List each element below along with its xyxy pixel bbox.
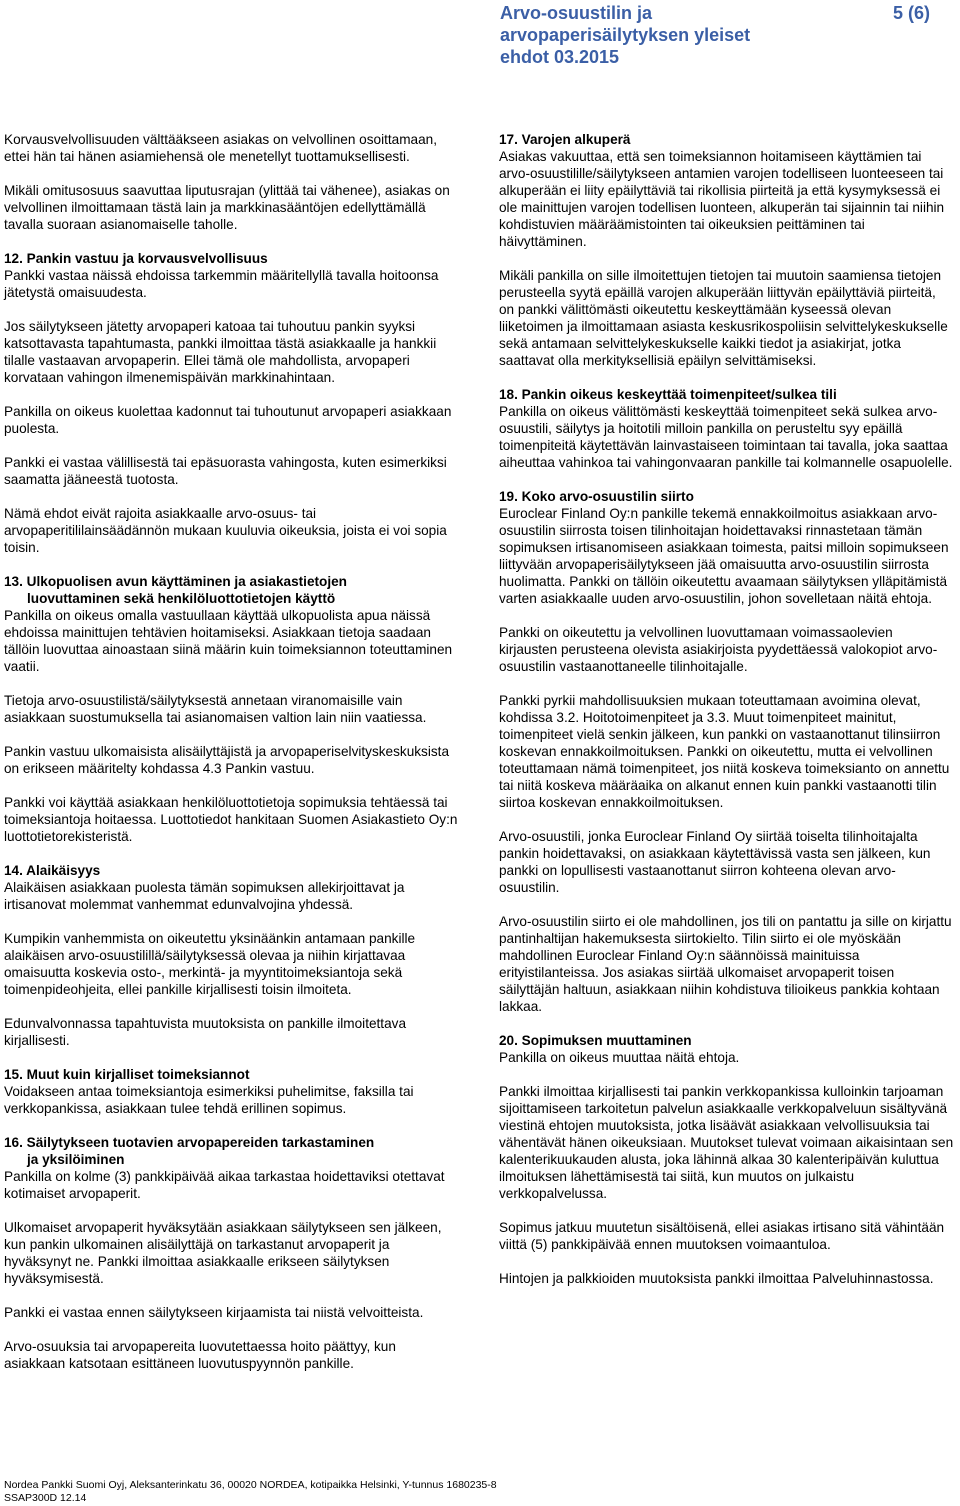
body-paragraph: Tietoja arvo-osuustilistä/säilytyksestä annetaan viranomaisille vain asiakkaan suostumuksella tai asianomaisen valtion lain niin vaatiessa. xyxy=(4,693,427,725)
body-paragraph: Nämä ehdot eivät rajoita asiakkaalle arvo-osuus- tai arvopaperitililainsäädännön mukaan kuuluvia oikeuksia, joista ei voi sopia toisin. xyxy=(4,506,447,555)
section-heading: 20. Sopimuksen muuttaminen xyxy=(499,1033,692,1048)
body-paragraph: Mikäli pankilla on sille ilmoitettujen tietojen tai muutoin saamiensa tietojen perusteella syytä epäillä varojen alkuperään liittyvän epäilyttäviä piirteitä, on pankki välittömästi oikeutettu keskeyttämään kyseessä olevan liiketoimen ja ilmoittamaan asiasta keskusrikospoliisin selvittelykeskukselle sekä antamaan selvittelykeskukselle kaikki tiedot ja asiakirjat, jotka saattavat olla merkityksellisiä epäilyn selvittämiseksi. xyxy=(499,268,948,368)
body-paragraph: Pankki pyrkii mahdollisuuksien mukaan toteuttamaan avoimina olevat, kohdissa 3.2. Hoitotoimenpiteet ja 3.3. Muut toimenpiteet mainitut, toimenpiteet vielä senkin jälkeen, kun pankki on vastaanottanut tilinsiirron koskevan ennakkoilmoituksen. Pankki on oikeutettu, mutta ei velvollinen toteuttamaan nämä toimenpiteet, jos niitä koskeva toimeksianto on annettu tai niitä koskeva määräaika on alkanut ennen kuin pankki vastaanotti tilin siirtoa koskevan ennakkoilmoituksen. xyxy=(499,693,950,810)
body-paragraph: Pankilla on oikeus välittömästi keskeyttää toimenpiteet sekä sulkea arvo-osuustili, säilytys ja hoitotili milloin pankilla on perusteltu syy epäillä toimenpiteitä käytettävän lainvastaiseen toimintaan tai tavalla, joka saattaa aiheuttaa vahinkoa tai vahingonvaaran pankille tai kolmannelle osapuolelle. xyxy=(499,404,953,470)
section-heading: 13. Ulkopuolisen avun käyttäminen ja asiakastietojen xyxy=(4,574,347,589)
page-footer xyxy=(4,1479,704,1505)
body-paragraph: Pankilla on oikeus omalla vastuullaan käyttää ulkopuolista apua näissä ehdoissa mainittujen tehtävien hoitamiseksi. Asiakkaan tietoja saadaan tällöin luovuttaa ainoastaan siinä määrin kuin toimeksiannon toteuttaminen vaatii. xyxy=(4,608,453,674)
body-paragraph: Pankilla on kolme (3) pankkipäivää aikaa tarkastaa hoidettaviksi otettavat kotimaiset arvopaperit. xyxy=(4,1169,445,1201)
body-paragraph: Pankilla on oikeus muuttaa näitä ehtoja. xyxy=(499,1050,740,1065)
document-title: Arvo-osuustilin ja arvopaperisäilytyksen yleiset ehdot 03.2015 xyxy=(500,3,751,67)
section-heading: 16. Säilytykseen tuotavien arvopapereiden tarkastaminen xyxy=(4,1135,375,1150)
footer-form-code: SSAP300D 12.14 xyxy=(4,1492,87,1504)
page-number: 5 (6) xyxy=(892,3,930,23)
body-paragraph: Pankilla on oikeus kuolettaa kadonnut tai tuhoutunut arvopaperi asiakkaan puolesta. xyxy=(4,404,452,436)
right-column xyxy=(499,131,954,1304)
body-paragraph: Pankki ei vastaa välillisestä tai epäsuorasta vahingosta, kuten esimerkiksi saamatta jääneestä tuotosta. xyxy=(4,455,447,487)
body-paragraph: Pankki vastaa näissä ehdoissa tarkemmin määritellyllä tavalla hoitoonsa jätetystä omaisuudesta. xyxy=(4,268,439,300)
body-paragraph: Pankki on oikeutettu ja velvollinen luovuttamaan voimassaolevien kirjausten perusteena olevista asiakirjoista pyydettäessä valokopiot arvo-osuustilin vastaanottaneelle tilinhoitajalle. xyxy=(499,625,938,674)
section-heading-continued: ja yksilöiminen xyxy=(27,1152,125,1167)
body-paragraph: Kumpikin vanhemmista on oikeutettu yksinäänkin antamaan pankille alaikäisen arvo-osuustilillä/säilytyksessä olevaa ja niihin kirjattavaa omaisuutta koskevia osto-, merkintä- ja myyntitoimeksiantoja sekä toimenpideohjeita, ellei pankille kirjallisesti toisin ilmoiteta. xyxy=(4,931,416,997)
section-heading: 19. Koko arvo-osuustilin siirto xyxy=(499,489,694,504)
body-paragraph: Arvo-osuustili, jonka Euroclear Finland Oy siirtää toiselta tilinhoitajalta pankin hoidettavaksi, on asiakkaan käytettävissä vasta sen jälkeen, kun pankki on lopullisesti vastaanottanut siirron kohteena olevan arvo-osuustilin. xyxy=(499,829,931,895)
section-heading: 18. Pankin oikeus keskeyttää toimenpiteet/sulkea tili xyxy=(499,387,837,402)
section-heading: 15. Muut kuin kirjalliset toimeksiannot xyxy=(4,1067,250,1082)
section-heading: 17. Varojen alkuperä xyxy=(499,132,631,147)
left-column xyxy=(4,131,459,1389)
body-paragraph: Arvo-osuustilin siirto ei ole mahdollinen, jos tili on pantattu ja sille on kirjattu pantinhaltijan hakemuksesta siirtokielto. Tilin siirto ei ole myöskään mahdollinen Euroclear Finland Oy:n säännöissä mainituissa erityistilanteissa. Jos asiakas siirtää ulkomaiset arvopaperit toisen säilyttäjän haltuun, asiakkaan niihin kohdistuva tilioikeus pankkia kohtaan lakkaa. xyxy=(499,914,952,1014)
body-paragraph: Jos säilytykseen jätetty arvopaperi katoaa tai tuhoutuu pankin syyksi katsottavasta tapahtumasta, pankki ilmoittaa tästä asiakkaalle ja hankkii tilalle vastaavan arvopaperin. Ellei tämä ole mahdollista, arvopaperi korvataan vahingon ilmenemispäivän markkinahintaan. xyxy=(4,319,437,385)
body-paragraph: Mikäli omitusosuus saavuttaa liputusrajan (ylittää tai vähenee), asiakas on velvollinen ilmoittamaan tästä lain ja markkinasääntöjen edellyttämällä tavalla suoraan asianomaiselle taholle. xyxy=(4,183,450,232)
body-paragraph: Sopimus jatkuu muutetun sisältöisenä, ellei asiakas irtisano sitä vähintään viittä (5) pankkipäivää ennen muutoksen voimaantuloa. xyxy=(499,1220,945,1252)
section-heading: 14. Alaikäisyys xyxy=(4,863,101,878)
body-paragraph: Pankki ei vastaa ennen säilytykseen kirjaamista tai niistä velvoitteista. xyxy=(4,1305,424,1320)
section-heading-continued: luovuttaminen sekä henkilöluottotietojen käyttö xyxy=(27,591,336,606)
body-paragraph: Pankki voi käyttää asiakkaan henkilöluottotietoja sopimuksia tehtäessä tai toimeksiantoja hoitaessa. Luottotiedot hankitaan Suomen Asiakastieto Oy:n luottotietorekisteristä. xyxy=(4,795,458,844)
body-paragraph: Euroclear Finland Oy:n pankille tekemä ennakkoilmoitus asiakkaan arvo-osuustilin siirrosta toisen tilinhoitajan hoidettavaksi rinnastetaan tämän sopimuksen irtisanomiseen asiakkaan toimesta, paitsi milloin sopimukseen liittyvään arvopaperisäilytykseen jää omaisuutta arvo-osuustilin siirrosta huolimatta. Pankki on tällöin oikeutettu avaamaan säilytyksen ylläpitämistä varten asiakkaalle uuden arvo-osuustilin, johon sovelletaan näitä ehtoja. xyxy=(499,506,949,606)
body-paragraph: Korvausvelvollisuuden välttääkseen asiakas on velvollinen osoittamaan, ettei hän tai hänen asiamiehensä ole menetellyt tuottamuksellisesti. xyxy=(4,132,437,164)
body-paragraph: Arvo-osuuksia tai arvopapereita luovutettaessa hoito päättyy, kun asiakkaan katsotaan esittäneen luovutuspyynnön pankille. xyxy=(4,1339,396,1371)
section-heading: 12. Pankin vastuu ja korvausvelvollisuus xyxy=(4,251,268,266)
body-paragraph: Edunvalvonnassa tapahtuvista muutoksista on pankille ilmoitettava kirjallisesti. xyxy=(4,1016,407,1048)
page-header xyxy=(0,0,960,80)
body-paragraph: Ulkomaiset arvopaperit hyväksytään asiakkaan säilytykseen sen jälkeen, kun pankin ulkomainen alisäilyttäjä on tarkastanut arvopaperit ja hyväksynyt ne. Pankki ilmoittaa asiakkaalle erikseen säilytyksen hyväksymisestä. xyxy=(4,1220,442,1286)
body-paragraph: Pankin vastuu ulkomaisista alisäilyttäjistä ja arvopaperiselvityskeskuksista on erikseen määritelty kohdassa 4.3 Pankin vastuu. xyxy=(4,744,450,776)
body-paragraph: Pankki ilmoittaa kirjallisesti tai pankin verkkopankissa kulloinkin tarjoaman sijoittamiseen tarkoitetun palvelun asiakkaalle verkkopalveluun sisältyvänä viestinä ehtojen muutoksista, jotka lisäävät asiakkaan velvollisuuksia tai vähentävät hänen oikeuksiaan. Muutokset tulevat voimaan aikaisintaan sen kalenterikuukauden alusta, joka lähinnä alkaa 30 kalenteripäivän kuluttua ilmoituksen lähettämisestä tai siitä, kun muutos on julkaistu verkkopalvelussa. xyxy=(499,1084,954,1201)
footer-company-info: Nordea Pankki Suomi Oyj, Aleksanterinkatu 36, 00020 NORDEA, kotipaikka Helsinki, Y-tunnus 1680235-8 xyxy=(4,1479,497,1491)
body-paragraph: Hintojen ja palkkioiden muutoksista pankki ilmoittaa Palveluhinnastossa. xyxy=(499,1271,934,1286)
body-paragraph: Voidakseen antaa toimeksiantoja esimerkiksi puhelimitse, faksilla tai verkkopankissa, asiakkaan tulee tehdä erillinen sopimus. xyxy=(4,1084,414,1116)
body-paragraph: Alaikäisen asiakkaan puolesta tämän sopimuksen allekirjoittavat ja irtisanovat molemmat vanhemmat edunvalvojina yhdessä. xyxy=(4,880,405,912)
body-paragraph: Asiakas vakuuttaa, että sen toimeksiannon hoitamiseen käyttämien tai arvo-osuustilille/säilytykseen antamien varojen todelliseen luonteeseen tai alkuperään ei liity epäilyttäviä tai rikollisia piirteitä ja että kysymyksessä ei ole mainittujen varojen todellisen luonteen, alkuperän tai sijainnin tai niihin kohdistuvien määräämistointen tai oikeuksien peittäminen tai häivyttäminen. xyxy=(499,149,945,249)
